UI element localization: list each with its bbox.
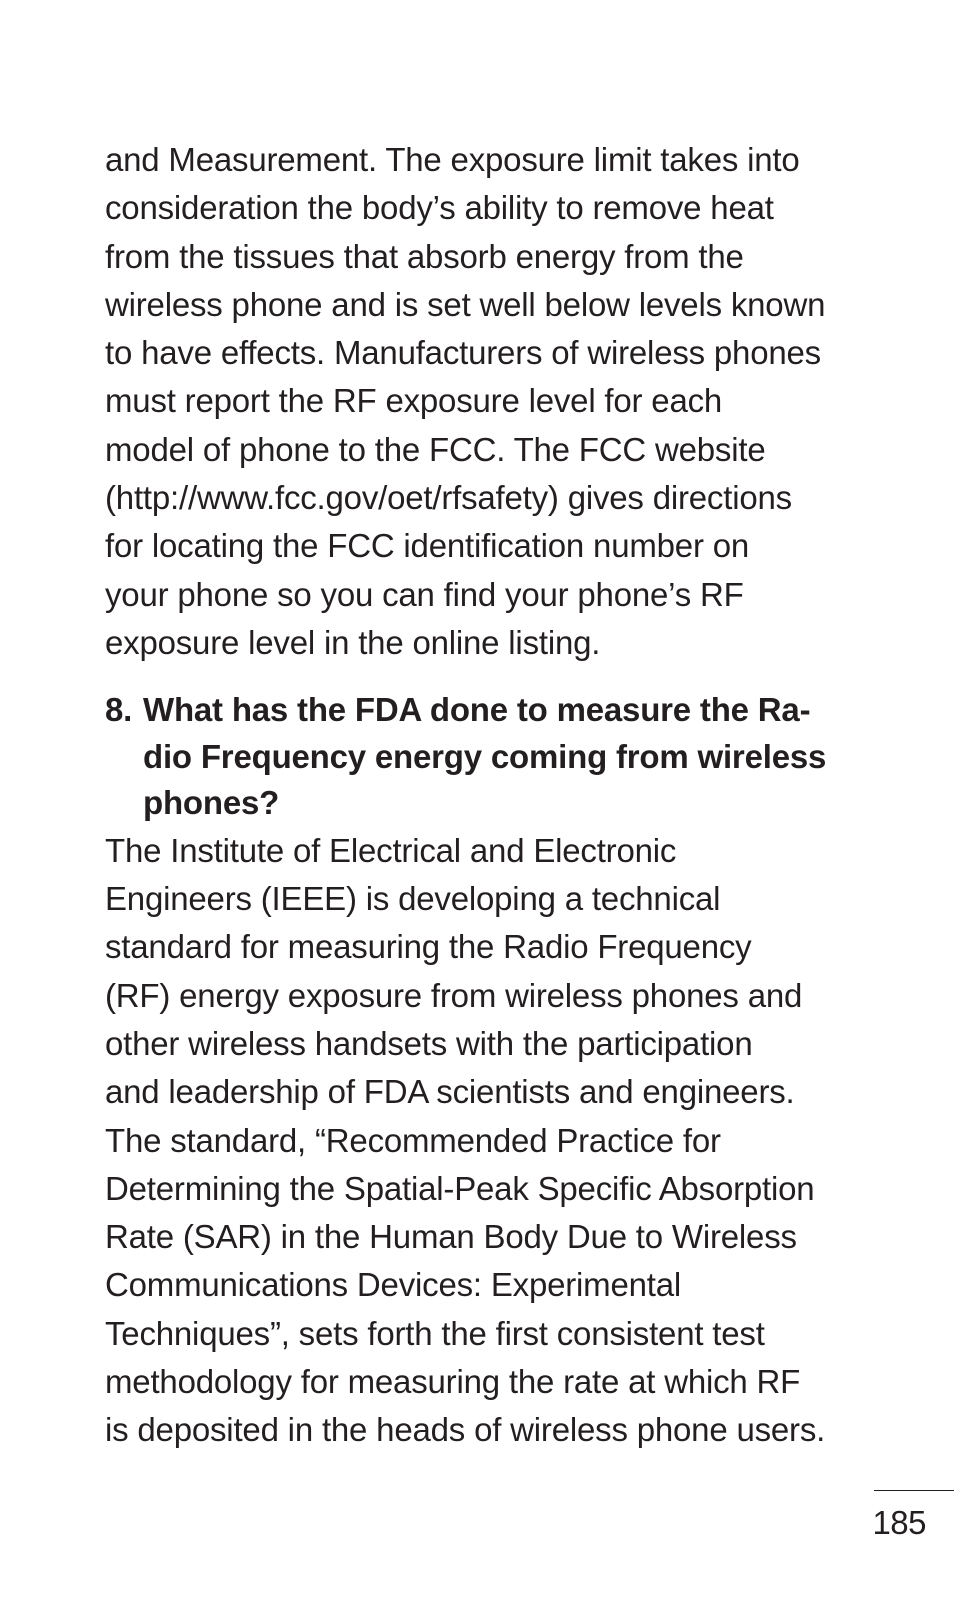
text-line: methodology for measuring the rate at which RF — [105, 1363, 801, 1401]
footer-divider — [874, 1490, 954, 1491]
text-line: Engineers (IEEE) is developing a technical — [105, 880, 721, 918]
text-line: is deposited in the heads of wireless phone users. — [105, 1411, 826, 1449]
body-paragraph-ieee-standard — [105, 827, 905, 1455]
text-line: for locating the FCC identification number on — [105, 527, 750, 565]
page-number: 185 — [872, 1504, 926, 1541]
text-line: from the tissues that absorb energy from the — [105, 237, 744, 275]
text-line: and leadership of FDA scientists and engineers. — [105, 1073, 795, 1111]
text-line: Rate (SAR) in the Human Body Due to Wireless — [105, 1218, 797, 1256]
text-line: your phone so you can find your phone’s RF — [105, 575, 744, 613]
text-line: Determining the Spatial-Peak Specific Absorption — [105, 1169, 815, 1207]
heading-line: phones? — [143, 784, 280, 822]
text-line: must report the RF exposure level for each — [105, 382, 723, 420]
page-content — [105, 136, 905, 1455]
heading-line: dio Frequency energy coming from wireless — [143, 737, 827, 775]
text-line: exposure level in the online listing. — [105, 623, 601, 661]
text-line: The Institute of Electrical and Electronic — [105, 831, 677, 869]
text-line: (RF) energy exposure from wireless phones and — [105, 976, 803, 1014]
text-line: Communications Devices: Experimental — [105, 1266, 682, 1304]
text-line: consideration the body’s ability to remove heat — [105, 189, 774, 227]
text-line: and Measurement. The exposure limit takes into — [105, 141, 800, 178]
body-paragraph-exposure-limit — [105, 136, 905, 667]
text-line: Techniques”, sets forth the first consistent test — [105, 1314, 765, 1352]
text-line: to have effects. Manufacturers of wireless phones — [105, 334, 821, 372]
text-line: The standard, “Recommended Practice for — [105, 1121, 721, 1159]
question-number: 8. — [105, 691, 133, 729]
text-line: (http://www.fcc.gov/oet/rfsafety) gives directions — [105, 479, 792, 517]
text-line: other wireless handsets with the participation — [105, 1024, 753, 1062]
text-line: model of phone to the FCC. The FCC website — [105, 430, 766, 468]
text-line: wireless phone and is set well below levels known — [105, 285, 826, 323]
question-heading-8 — [105, 687, 905, 827]
heading-line: What has the FDA done to measure the Ra- — [143, 691, 811, 729]
text-line: standard for measuring the Radio Frequency — [105, 928, 752, 966]
